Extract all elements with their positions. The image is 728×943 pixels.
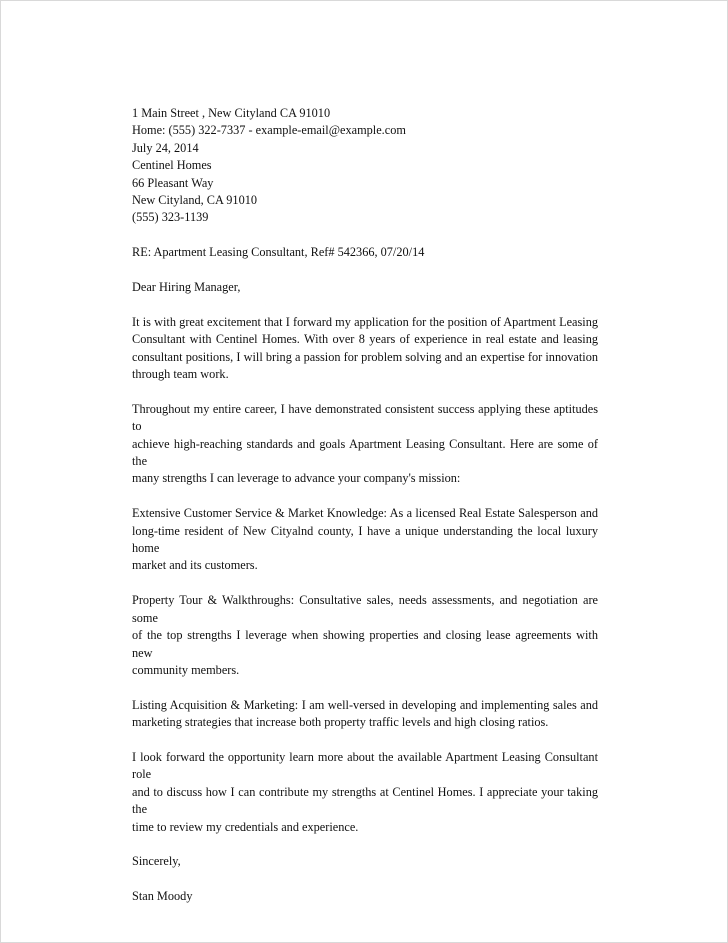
paragraph-line: time to review my credentials and experience.: [132, 819, 359, 834]
paragraph-line: of the top strengths I leverage when showing properties and closing lease agreements with new: [132, 628, 598, 660]
paragraph-3: [132, 505, 598, 575]
paragraph-line: I look forward the opportunity learn more about the available Apartment Leasing Consultant role: [132, 749, 598, 782]
paragraph-line: Property Tour & Walkthroughs: Consultative sales, needs assessments, and negotiation are some: [132, 593, 598, 625]
paragraph-line: Listing Acquisition & Marketing: I am well-versed in developing and implementing sales and: [132, 697, 598, 712]
paragraph-line: Throughout my entire career, I have demonstrated consistent success applying these aptitudes to: [132, 401, 598, 434]
cover-letter: [132, 105, 598, 906]
paragraph-1: [132, 314, 598, 384]
paragraph-5: [132, 697, 598, 732]
recipient-street: 66 Pleasant Way: [132, 175, 214, 190]
sender-contact: Home: (555) 322-7337 - example-email@example.com: [132, 123, 406, 138]
paragraph-line: It is with great excitement that I forward my application for the position of Apartment Leasing: [132, 314, 598, 329]
paragraph-line: and to discuss how I can contribute my strengths at Centinel Homes. I appreciate your taking the: [132, 784, 598, 817]
salutation: Dear Hiring Manager,: [132, 280, 241, 295]
paragraph-6: [132, 749, 598, 836]
paragraph-line: marketing strategies that increase both property traffic levels and high closing ratios.: [132, 715, 549, 730]
paragraph-line: Consultant with Centinel Homes. With over 8 years of experience in real estate and leasing: [132, 332, 598, 347]
sender-address: 1 Main Street , New Cityland CA 91010: [132, 106, 331, 120]
paragraph-2: [132, 401, 598, 488]
recipient-phone: (555) 323-1139: [132, 210, 209, 225]
paragraph-line: community members.: [132, 662, 240, 677]
paragraph-line: consultant positions, I will bring a passion for problem solving and an expertise for innovation: [132, 349, 598, 364]
paragraph-line: achieve high-reaching standards and goals Apartment Leasing Consultant. Here are some of the: [132, 436, 598, 469]
paragraph-4: [132, 592, 598, 679]
signature-name: Stan Moody: [132, 889, 193, 904]
recipient-company: Centinel Homes: [132, 158, 212, 173]
paragraph-line: many strengths I can leverage to advance your company's mission:: [132, 471, 461, 486]
letter-date: July 24, 2014: [132, 140, 199, 155]
paragraph-line: Extensive Customer Service & Market Knowledge: As a licensed Real Estate Salesperson and: [132, 506, 598, 521]
recipient-city: New Cityland, CA 91010: [132, 193, 258, 208]
re-line: RE: Apartment Leasing Consultant, Ref# 542366, 07/20/14: [132, 245, 425, 260]
sender-block: [132, 105, 598, 227]
paragraph-line: market and its customers.: [132, 558, 258, 573]
closing: Sincerely,: [132, 854, 181, 869]
paragraph-line: through team work.: [132, 367, 229, 382]
paragraph-line: long-time resident of New Cityalnd county, I have a unique understanding the local luxury home: [132, 523, 598, 556]
